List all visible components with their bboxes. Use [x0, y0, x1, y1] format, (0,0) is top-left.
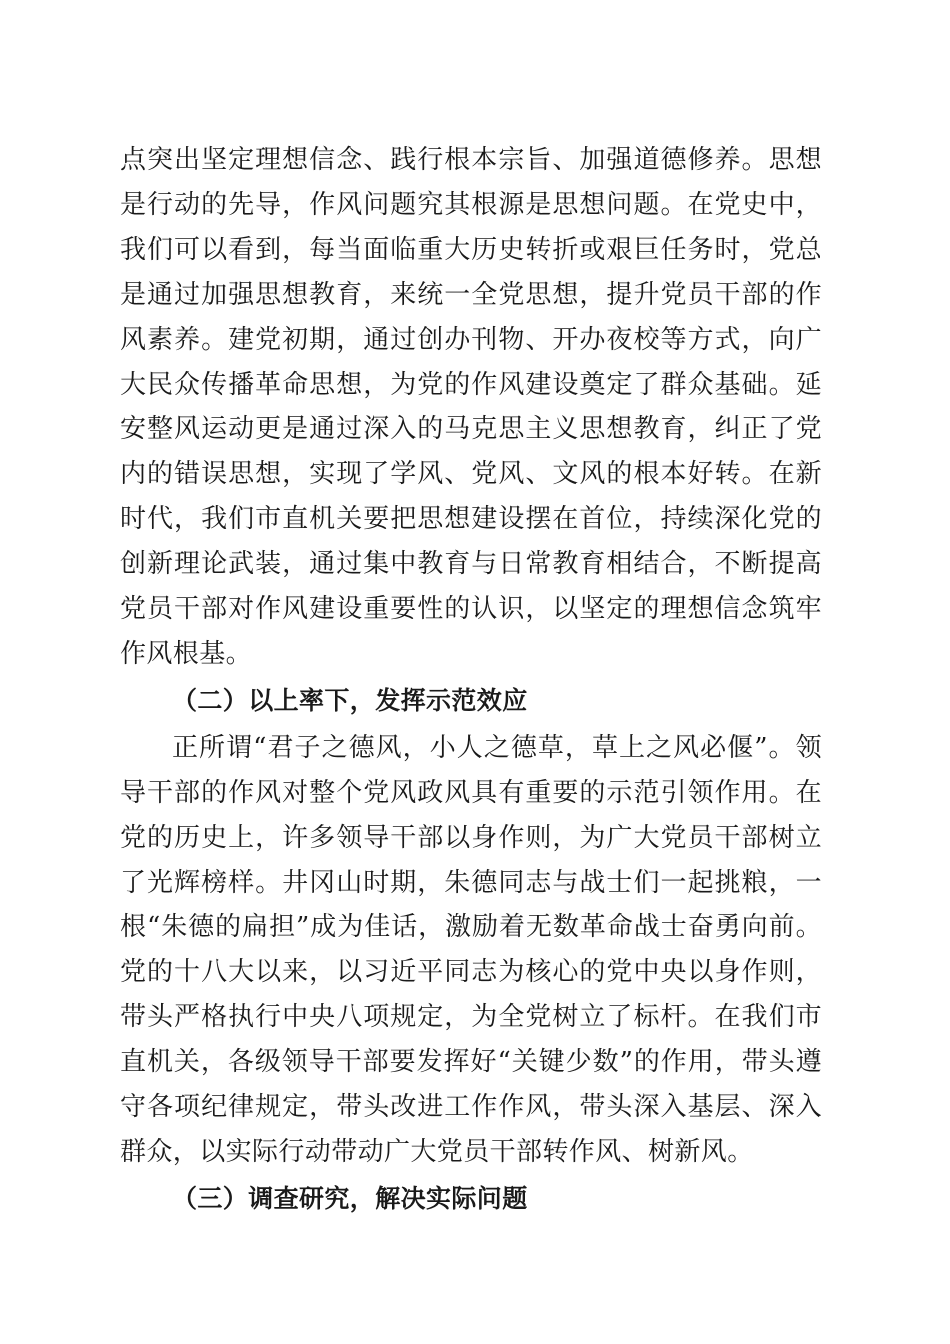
document-page [120, 138, 822, 1222]
section-heading-3: （三）调查研究，解决实际问题 [172, 1183, 528, 1213]
body-paragraph-continued: 点突出坚定理想信念、践行根本宗旨、加强道德修养。思想是行动的先导，作风问题究其根源是思想问题。在党史中，我们可以看到，每当面临重大历史转折或艰巨任务时，党总是通过加强思想教育，来统一全党思想，提升党员干部的作风素养。建党初期，通过创办刊物、开办夜校等方式，向广大民众传播革命思想，为党的作风建设奠定了群众基础。延安整风运动更是通过深入的马克思主义思想教育，纠正了党内的错误思想，实现了学风、党风、文风的根本好转。在新时代，我们市直机关要把思想建设摆在首位，持续深化党的创新理论武装，通过集中教育与日常教育相结合，不断提高党员干部对作风建设重要性的认识，以坚定的理想信念筑牢作风根基。 [120, 145, 822, 669]
body-paragraph-2: 正所谓“君子之德风，小人之德草，草上之风必偃”。领导干部的作风对整个党风政风具有重要的示范引领作用。在党的历史上，许多领导干部以身作则，为广大党员干部树立了光辉榜样。井冈山时期，朱德同志与战士们一起挑粮，一根“朱德的扁担”成为佳话，激励着无数革命战士奋勇向前。党的十八大以来，以习近平同志为核心的党中央以身作则，带头严格执行中央八项规定，为全党树立了标杆。在我们市直机关，各级领导干部要发挥好“关键少数”的作用，带头遵守各项纪律规定，带头改进工作作风，带头深入基层、深入群众，以实际行动带动广大党员干部转作风、树新风。 [120, 732, 822, 1167]
section-heading-2: （二）以上率下，发挥示范效应 [172, 685, 528, 715]
